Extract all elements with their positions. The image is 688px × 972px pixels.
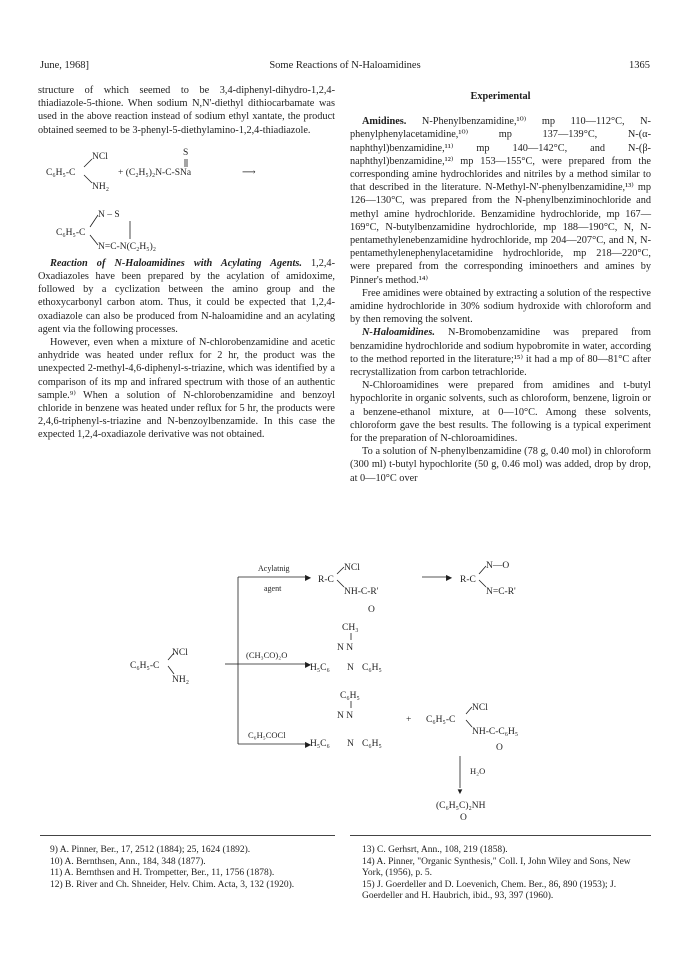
header-title: Some Reactions of N-Haloamidines	[269, 60, 421, 71]
page-number: 1365	[629, 60, 650, 71]
label-agent: agent	[264, 584, 282, 593]
arrow-head-1: ▶	[305, 573, 312, 582]
reaction-scheme-svg	[130, 560, 590, 820]
oxa-bond-up	[479, 566, 486, 574]
scheme-plus: +	[406, 715, 412, 725]
reference-9: 9) A. Pinner, Ber., 17, 2512 (1884); 25, 1624 (1892).	[50, 845, 251, 855]
left-column	[38, 84, 335, 442]
right-paragraph-3: N-Bromobenzamidine was prepared from benzamidine hydrochloride and sodium hypobromite in water, according to the method reported in the literature;¹⁵⁾ it had a mp of 80—81°C after recrystallization from carbon tetrachloride.	[350, 327, 651, 379]
left-paragraph-1: structure of which seemed to be 3,4-diphenyl-dihydro-1,2,4-thiadiazole-5-thione. When sodium N,N'-diethyl dithiocarbamate was used in the above reaction instead of sodium ethyl xantate, the product obtained seemed to be 3-phenyl-5-diethylamino-1,2,4-thiadiazole.	[38, 85, 335, 136]
header-date: June, 1968]	[40, 60, 89, 71]
final-product-o: O	[460, 813, 467, 820]
arrow-head-2: ▶	[446, 573, 453, 582]
reference-12: 12) B. River and Ch. Shneider, Helv. Chim. Acta, 3, 132 (1920).	[50, 879, 295, 890]
references-left	[50, 845, 335, 891]
formula-ncl: NCl	[92, 151, 108, 162]
formula-s: S	[183, 147, 189, 158]
reference-10: 10) A. Bernthsen, Ann., 184, 348 (1877).	[50, 856, 206, 867]
thiadiazole-reaction-svg	[38, 141, 335, 253]
reaction-scheme	[130, 560, 590, 820]
product-bond-down	[466, 720, 472, 727]
reference-14: 14) A. Pinner, "Organic Synthesis," Coll. I, John Wiley and Sons, New York, (1956), p. 5.	[362, 856, 631, 879]
formula-ring-c6h5c: C₆H₅-C	[56, 227, 86, 238]
footnote-separator-left	[40, 835, 335, 836]
label-benzoyl-chloride: C₆H₅COCl	[248, 730, 286, 740]
product-c6h5c: C₆H₅-C	[426, 715, 456, 725]
product-nh: NH-C-C₆H₅	[472, 727, 519, 737]
triazine-2-c6h5-top: C₆H₅	[340, 691, 360, 701]
formula-bond-up	[84, 159, 92, 167]
formula-ring-ncn: N=C-N(C₂H₅)₂	[98, 241, 157, 252]
thiadiazole-reaction-formula	[38, 141, 335, 253]
product-o: O	[496, 743, 503, 753]
start-bond-down	[168, 666, 174, 674]
reference-11: 11) A. Bernthsen and H. Trompetter, Ber., 11, 1756 (1878).	[50, 868, 275, 879]
triazine-n: N	[347, 663, 354, 673]
triazine-2-n: N	[347, 739, 354, 749]
triazine-2-h5c6: H₅C₆	[310, 739, 330, 749]
oxadiazole-nc: N=C-R'	[486, 587, 516, 597]
formula-nh2: NH₂	[92, 181, 110, 192]
int-bond-up	[337, 567, 344, 574]
int-bond-down	[337, 580, 344, 587]
formula-arrow: ⟶	[242, 167, 256, 178]
running-header	[40, 60, 650, 74]
amidines-heading: Amidines.	[362, 116, 407, 128]
intermediate-rc: R-C	[318, 575, 334, 585]
arrow-head-5: ▼	[456, 787, 464, 796]
intermediate-o: O	[368, 605, 375, 615]
oxadiazole-rc: R-C	[460, 575, 476, 585]
start-c6h5c: C₆H₅-C	[130, 661, 160, 671]
label-acylating: Acylatnig	[258, 564, 290, 573]
right-paragraph-1: N-Phenylbenzamidine,¹⁰⁾ mp 110—112°C, N-phenylphenylacetamidine,¹⁰⁾ mp 137—139°C, N-(α-naphthyl)benzamidine,¹¹⁾ mp 140—142°C, and N-(β-naphthyl)benzamidine,¹²⁾ mp 153—155°C, were prepared from the corresponding amine hydrochlorides and nitriles by a method similar to that described in the literature. N-Methyl-N'-phenylbenzamidine,¹³⁾ mp 126—130°C, was prepared from the N-phenylbenziminochloride and methyl amine hydrochloride. Benzamidine hydrochloride, mp 167—169°C, N-butylbenzamidine hydrochloride, mp 188—190°C, N, N-pentamethylenebenzamidine hydrochloride, mp 204—207°C, and N, N-pentamethylenephenylacetamidine hydrochloride, mp 218—220°C, were prepared from the corresponding iminoethers and amines by Pinner's method.¹⁴⁾	[350, 116, 651, 286]
oxadiazole-no: N—O	[486, 561, 510, 571]
oxa-bond-down	[479, 580, 486, 587]
final-product: (C₆H₅C)₂NH	[436, 801, 486, 811]
formula-c6h5: C₆H₅-C	[46, 167, 76, 178]
section-heading-acylating: Reaction of N-Haloamidines with Acylating Agents.	[50, 257, 302, 269]
triazine-h5c6: H₅C₆	[310, 663, 330, 673]
label-water: H₂O	[470, 766, 486, 776]
left-paragraph-2: 1,2,4-Oxadiazoles have been prepared by the acylation of amidoxime, followed by a cyclization between the amino group and the ethoxycarbonyl carbon atom. Thus, it could be expected that 1,2,4-oxadiazole can also be produced from N-haloamidine and an acylating agent via the following processes.	[38, 257, 335, 335]
triazine-nn: N N	[337, 643, 354, 653]
arrow-head-4: ▶	[305, 740, 312, 749]
start-nh2: NH₂	[172, 675, 190, 685]
formula-ring-ns: N – S	[98, 209, 120, 220]
reference-15: 15) J. Goerdeller and D. Loevenich, Chem. Ber., 86, 890 (1953); J. Goerdeller and H. Haubrich, ibid., 93, 397 (1960).	[362, 879, 617, 902]
reference-13: 13) C. Gerhsrt, Ann., 108, 219 (1858).	[362, 845, 508, 855]
triazine-2-nn: N N	[337, 711, 354, 721]
triazine-2-c6h5: C₆H₅	[362, 739, 382, 749]
triazine-c6h5: C₆H₅	[362, 663, 382, 673]
intermediate-nh: NH-C-R'	[344, 587, 379, 597]
left-paragraph-3: However, even when a mixture of N-chlorobenzamidine and acetic anhydride was heated under reflux for 2 hr, the product was the unexpected 2-methyl-4,6-diphenyl-s-triazine, which was identified by a comparison of its mp and infrared spectrum with those of an authentic sample.⁹⁾ When a solution of N-chlorobenzamidine and benzoyl chloride in benzene was heated under reflux for 5 hr, the products were 2,4,6-triphenyl-s-triazine and N-benzoylbenzamide. In this case the expected 1,2,4-oxadiazole derivative was not obtained.	[38, 337, 335, 441]
formula-ring-bond-up	[90, 215, 98, 227]
right-paragraph-5: To a solution of N-phenylbenzamidine (78 g, 0.40 mol) in chloroform (300 ml) t-butyl hypochlorite (50 g, 0.46 mol) was added, drop by drop, at 0—10°C over	[350, 446, 651, 484]
experimental-heading: Experimental	[470, 91, 531, 102]
product-ncl: NCl	[472, 703, 488, 713]
formula-ring-bond-down	[90, 235, 98, 245]
label-acetic-anhydride: (CH₃CO)₂O	[246, 650, 288, 660]
right-column	[350, 84, 651, 485]
formula-bond-down	[84, 175, 92, 183]
references-right	[362, 845, 647, 903]
right-paragraph-4: N-Chloroamidines were prepared from amidines and t-butyl hypochlorite in organic solvents, such as chloroform, benzene, ligroin or a benzene-ethanol mixture, at 0—10°C. Among these solvents, chloroform gave the best results. The following is a typical experiment for the preparation of N-chloroamidines.	[350, 380, 651, 445]
intermediate-ncl: NCl	[344, 563, 360, 573]
right-paragraph-2: Free amidines were obtained by extracting a solution of the respective amidine hydrochloride in 30% sodium hydroxide with chloroform and by then removing the solvent.	[350, 287, 651, 326]
formula-reagent: + (C₂H₅)₂N-C-SNa	[118, 167, 192, 178]
triazine-ch3: CH₃	[342, 623, 359, 633]
arrow-head-3: ▶	[305, 660, 312, 669]
haloamidines-heading: N-Haloamidines.	[362, 327, 435, 339]
footnote-separator-right	[350, 835, 651, 836]
start-ncl: NCl	[172, 648, 188, 658]
